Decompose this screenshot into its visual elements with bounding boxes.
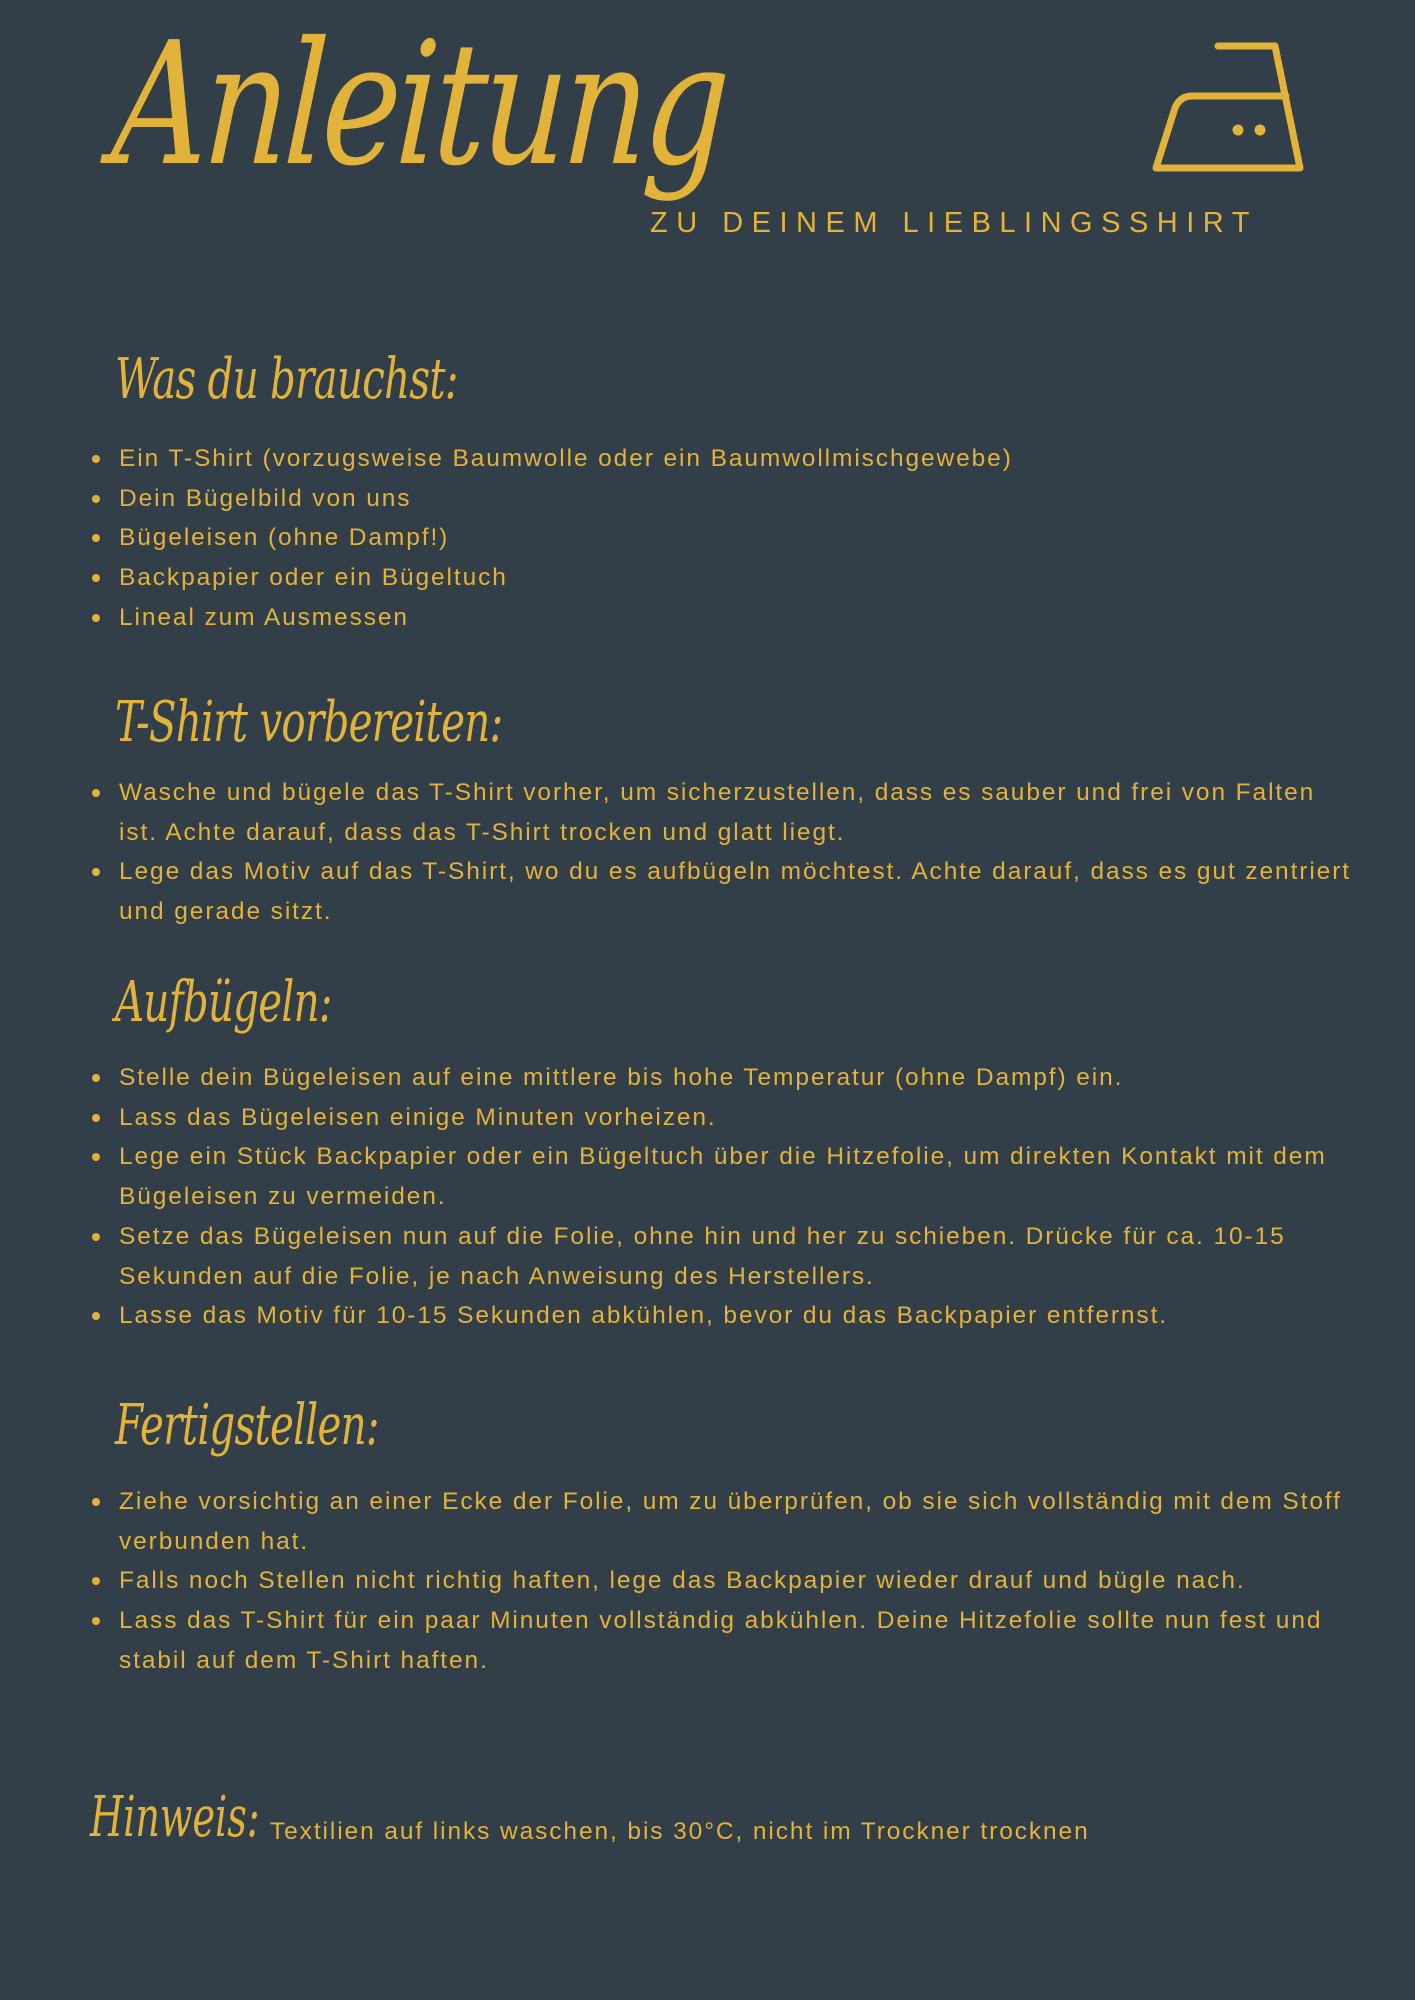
section-heading-finish: Fertigstellen: [115,1393,379,1458]
bullet-icon [92,1153,100,1161]
list-prepare [92,773,1352,932]
note-label: Hinweis: [90,1785,260,1850]
list-item-text: Ziehe vorsichtig an einer Ecke der Folie, um zu überprüfen, ob sie sich vollständig mit dem Stoff verbunden hat. [119,1488,1342,1555]
page-title: Anleitung [107,6,731,204]
note-text: Textilien auf links waschen, bis 30°C, nicht im Trockner trocknen [270,1818,1090,1845]
list-item-text: Wasche und bügele das T-Shirt vorher, um sicherzustellen, dass es sauber und frei von Falten ist. Achte darauf, dass das T-Shirt trocken und glatt liegt. [119,779,1316,846]
list-item-text: Lass das T-Shirt für ein paar Minuten vollständig abkühlen. Deine Hitzefolie sollte nun fest und stabil auf dem T-Shirt haften. [119,1607,1323,1674]
bullet-icon [92,495,100,503]
list-item [92,1482,1352,1561]
list-item [92,1601,1352,1680]
bullet-icon [92,614,100,622]
iron-icon [1150,40,1365,180]
bullet-icon [92,1498,100,1506]
list-item-text: Falls noch Stellen nicht richtig haften, lege das Backpapier wieder drauf und bügle nach. [119,1567,1246,1595]
list-item-text: Lege ein Stück Backpapier oder ein Bügeltuch über die Hitzefolie, um direkten Kontakt mit dem Bügeleisen zu vermeiden. [119,1143,1327,1211]
list-item [92,1098,1352,1138]
bullet-icon [92,1617,100,1625]
bullet-icon [92,1074,100,1082]
list-needs [92,439,1352,638]
list-item [92,598,1352,638]
section-heading-ironing: Aufbügeln: [115,970,332,1035]
list-item-text: Stelle dein Bügeleisen auf eine mittlere bis hohe Temperatur (ohne Dampf) ein. [119,1064,1124,1091]
list-finish [92,1482,1352,1681]
list-item [92,518,1352,558]
section-heading-needs: Was du brauchst: [115,347,458,412]
list-item [92,1296,1352,1336]
bullet-icon [92,1577,100,1585]
list-item [92,558,1352,598]
list-item-text: Ein T-Shirt (vorzugsweise Baumwolle oder ein Baumwollmischgewebe) [119,445,1013,472]
bullet-icon [92,868,100,876]
list-item [92,479,1352,519]
list-item-text: Setze das Bügeleisen nun auf die Folie, ohne hin und her zu schieben. Drücke für ca. 10-15 Sekunden auf die Folie, je nach Anweisung des Herstellers. [119,1222,1286,1290]
bullet-icon [92,1233,100,1241]
section-heading-prepare: T-Shirt vorbereiten: [115,690,503,755]
list-item [92,1058,1352,1098]
bullet-icon [92,789,100,797]
bullet-icon [92,574,100,582]
list-item-text: Lass das Bügeleisen einige Minuten vorheizen. [119,1103,717,1131]
bullet-icon [92,455,100,463]
list-item [92,1217,1352,1296]
list-item [92,1561,1352,1601]
bullet-icon [92,1312,100,1320]
list-item-text: Bügeleisen (ohne Dampf!) [119,524,450,552]
list-item-text: Lasse das Motiv für 10-15 Sekunden abkühlen, bevor du das Backpapier entfernst. [119,1302,1168,1330]
list-item-text: Backpapier oder ein Bügeltuch [119,564,508,592]
bullet-icon [92,534,100,542]
list-item-text: Lineal zum Ausmessen [119,603,409,631]
list-item [92,852,1352,931]
list-item-text: Lege das Motiv auf das T-Shirt, wo du es aufbügeln möchtest. Achte darauf, dass es gut zentriert und gerade sitzt. [119,858,1351,926]
list-item-text: Dein Bügelbild von uns [119,484,412,512]
bullet-icon [92,1114,100,1122]
page-subtitle: ZU DEINEM LIEBLINGSSHIRT [650,207,1258,239]
list-item [92,773,1352,852]
list-ironing [92,1058,1352,1336]
list-item [92,439,1352,479]
list-item [92,1137,1352,1216]
